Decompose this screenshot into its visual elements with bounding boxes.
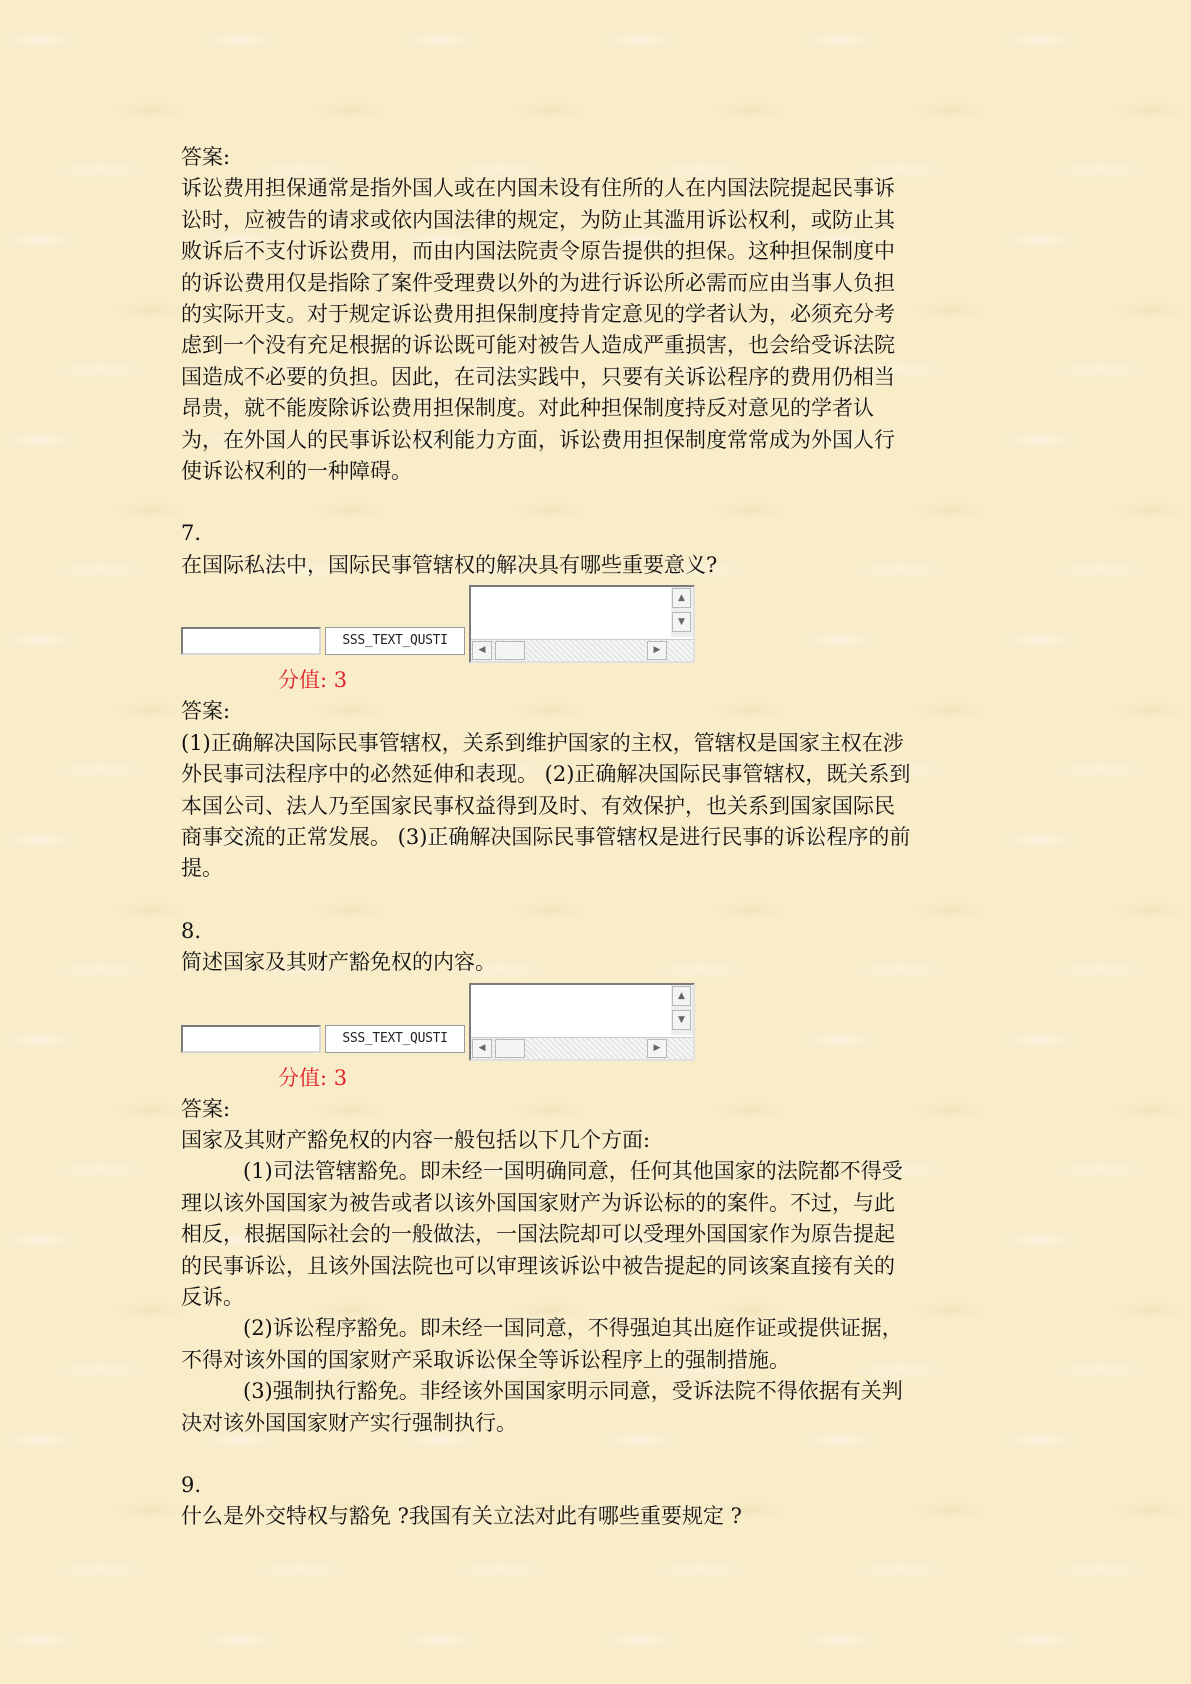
answer-intro: 国家及其财产豁免权的内容一般包括以下几个方面: (181, 1127, 651, 1152)
scroll-left-icon[interactable]: ◀ (472, 641, 492, 660)
answer-line: 商事交流的正常发展。 (3)正确解决国际民事管辖权是进行民事的诉讼程序的前 (181, 824, 911, 849)
scroll-up-icon[interactable]: ▲ (672, 588, 691, 608)
answer-widget (181, 983, 701, 1063)
answer-line: 本国公司、法人乃至国家民事权益得到及时、有效保护，也关系到国家国际民 (181, 793, 895, 818)
answer-label: 答案: (181, 1096, 231, 1121)
horizontal-scrollbar[interactable] (471, 1037, 693, 1059)
answer-line: (1)正确解决国际民事管辖权，关系到维护国家的主权，管辖权是国家主权在涉 (181, 730, 904, 755)
scroll-up-icon[interactable]: ▲ (672, 986, 691, 1006)
answer-line: (1)司法管辖豁免。即未经一国明确同意，任何其他国家的法院都不得受 (243, 1159, 903, 1184)
horizontal-scrollbar[interactable] (471, 639, 693, 661)
answer-label: 答案: (181, 699, 231, 724)
answer-line: 的实际开支。对于规定诉讼费用担保制度持肯定意见的学者认为，必须充分考 (181, 302, 895, 327)
question-text: 在国际私法中，国际民事管辖权的解决具有哪些重要意义? (181, 552, 718, 577)
answer-line: 使诉讼权利的一种障碍。 (181, 459, 412, 484)
question-number: 8. (181, 918, 202, 943)
scroll-left-icon[interactable]: ◀ (472, 1039, 492, 1058)
question-button[interactable]: SSS_TEXT_QUSTI (325, 1025, 465, 1053)
document-content (181, 142, 1001, 1533)
answer-line: 提。 (181, 856, 223, 881)
answer-line: 的诉讼费用仅是指除了案件受理费以外的为进行诉讼所必需而应由当事人负担 (181, 270, 895, 295)
answer-input[interactable] (181, 1025, 321, 1053)
vertical-scrollbar[interactable] (671, 985, 693, 1035)
vertical-scrollbar[interactable] (671, 587, 693, 637)
answer-input[interactable] (181, 627, 321, 655)
answer-line: 讼时，应被告的请求或依内国法律的规定，为防止其滥用诉讼权利，或防止其 (181, 207, 895, 232)
answer-textarea[interactable] (469, 585, 695, 663)
answer-line: 昂贵，就不能废除诉讼费用担保制度。对此种担保制度持反对意见的学者认 (181, 396, 874, 421)
score-label: 分值: 3 (278, 668, 348, 693)
scroll-right-icon[interactable]: ▶ (647, 1039, 667, 1058)
answer-widget (181, 585, 701, 665)
answer-line: 国造成不必要的负担。因此，在司法实践中，只要有关诉讼程序的费用仍相当 (181, 364, 895, 389)
scroll-down-icon[interactable]: ▼ (672, 1010, 691, 1030)
answer-line: 败诉后不支付诉讼费用，而由内国法院责令原告提供的担保。这种担保制度中 (181, 239, 895, 264)
scroll-down-icon[interactable]: ▼ (672, 612, 691, 632)
question-text: 什么是外交特权与豁免 ?我国有关立法对此有哪些重要规定 ? (181, 1504, 742, 1529)
scroll-thumb[interactable] (495, 1039, 525, 1058)
answer-line: (3)强制执行豁免。非经该外国国家明示同意，受诉法院不得依据有关判 (243, 1379, 903, 1404)
score-label: 分值: 3 (278, 1065, 348, 1090)
answer-line: 外民事司法程序中的必然延伸和表现。 (2)正确解决国际民事管辖权，既关系到 (181, 762, 911, 787)
answer-line: (2)诉讼程序豁免。即未经一国同意，不得强迫其出庭作证或提供证据， (243, 1316, 903, 1341)
answer-line: 不得对该外国的国家财产采取诉讼保全等诉讼程序上的强制措施。 (181, 1347, 790, 1372)
answer-line: 相反，根据国际社会的一般做法，一国法院却可以受理外国国家作为原告提起 (181, 1222, 895, 1247)
question-number: 7. (181, 521, 202, 546)
scroll-right-icon[interactable]: ▶ (647, 641, 667, 660)
answer-line: 反诉。 (181, 1284, 244, 1309)
question-button[interactable]: SSS_TEXT_QUSTI (325, 627, 465, 655)
scroll-thumb[interactable] (495, 641, 525, 660)
question-text: 简述国家及其财产豁免权的内容。 (181, 950, 496, 975)
answer-line: 理以该外国国家为被告或者以该外国国家财产为诉讼标的的案件。不过，与此 (181, 1190, 895, 1215)
answer-line: 诉讼费用担保通常是指外国人或在内国未设有住所的人在内国法院提起民事诉 (181, 176, 895, 201)
answer-textarea[interactable] (469, 983, 695, 1061)
answer-line: 决对该外国国家财产实行强制执行。 (181, 1410, 517, 1435)
answer-line: 虑到一个没有充足根据的诉讼既可能对被告人造成严重损害，也会给受诉法院 (181, 333, 895, 358)
answer-line: 的民事诉讼，且该外国法院也可以审理该诉讼中被告提起的同该案直接有关的 (181, 1253, 895, 1278)
answer-label: 答案: (181, 145, 231, 169)
answer-line: 为，在外国人的民事诉讼权利能力方面，诉讼费用担保制度常常成为外国人行 (181, 427, 895, 452)
question-number: 9. (181, 1473, 202, 1497)
